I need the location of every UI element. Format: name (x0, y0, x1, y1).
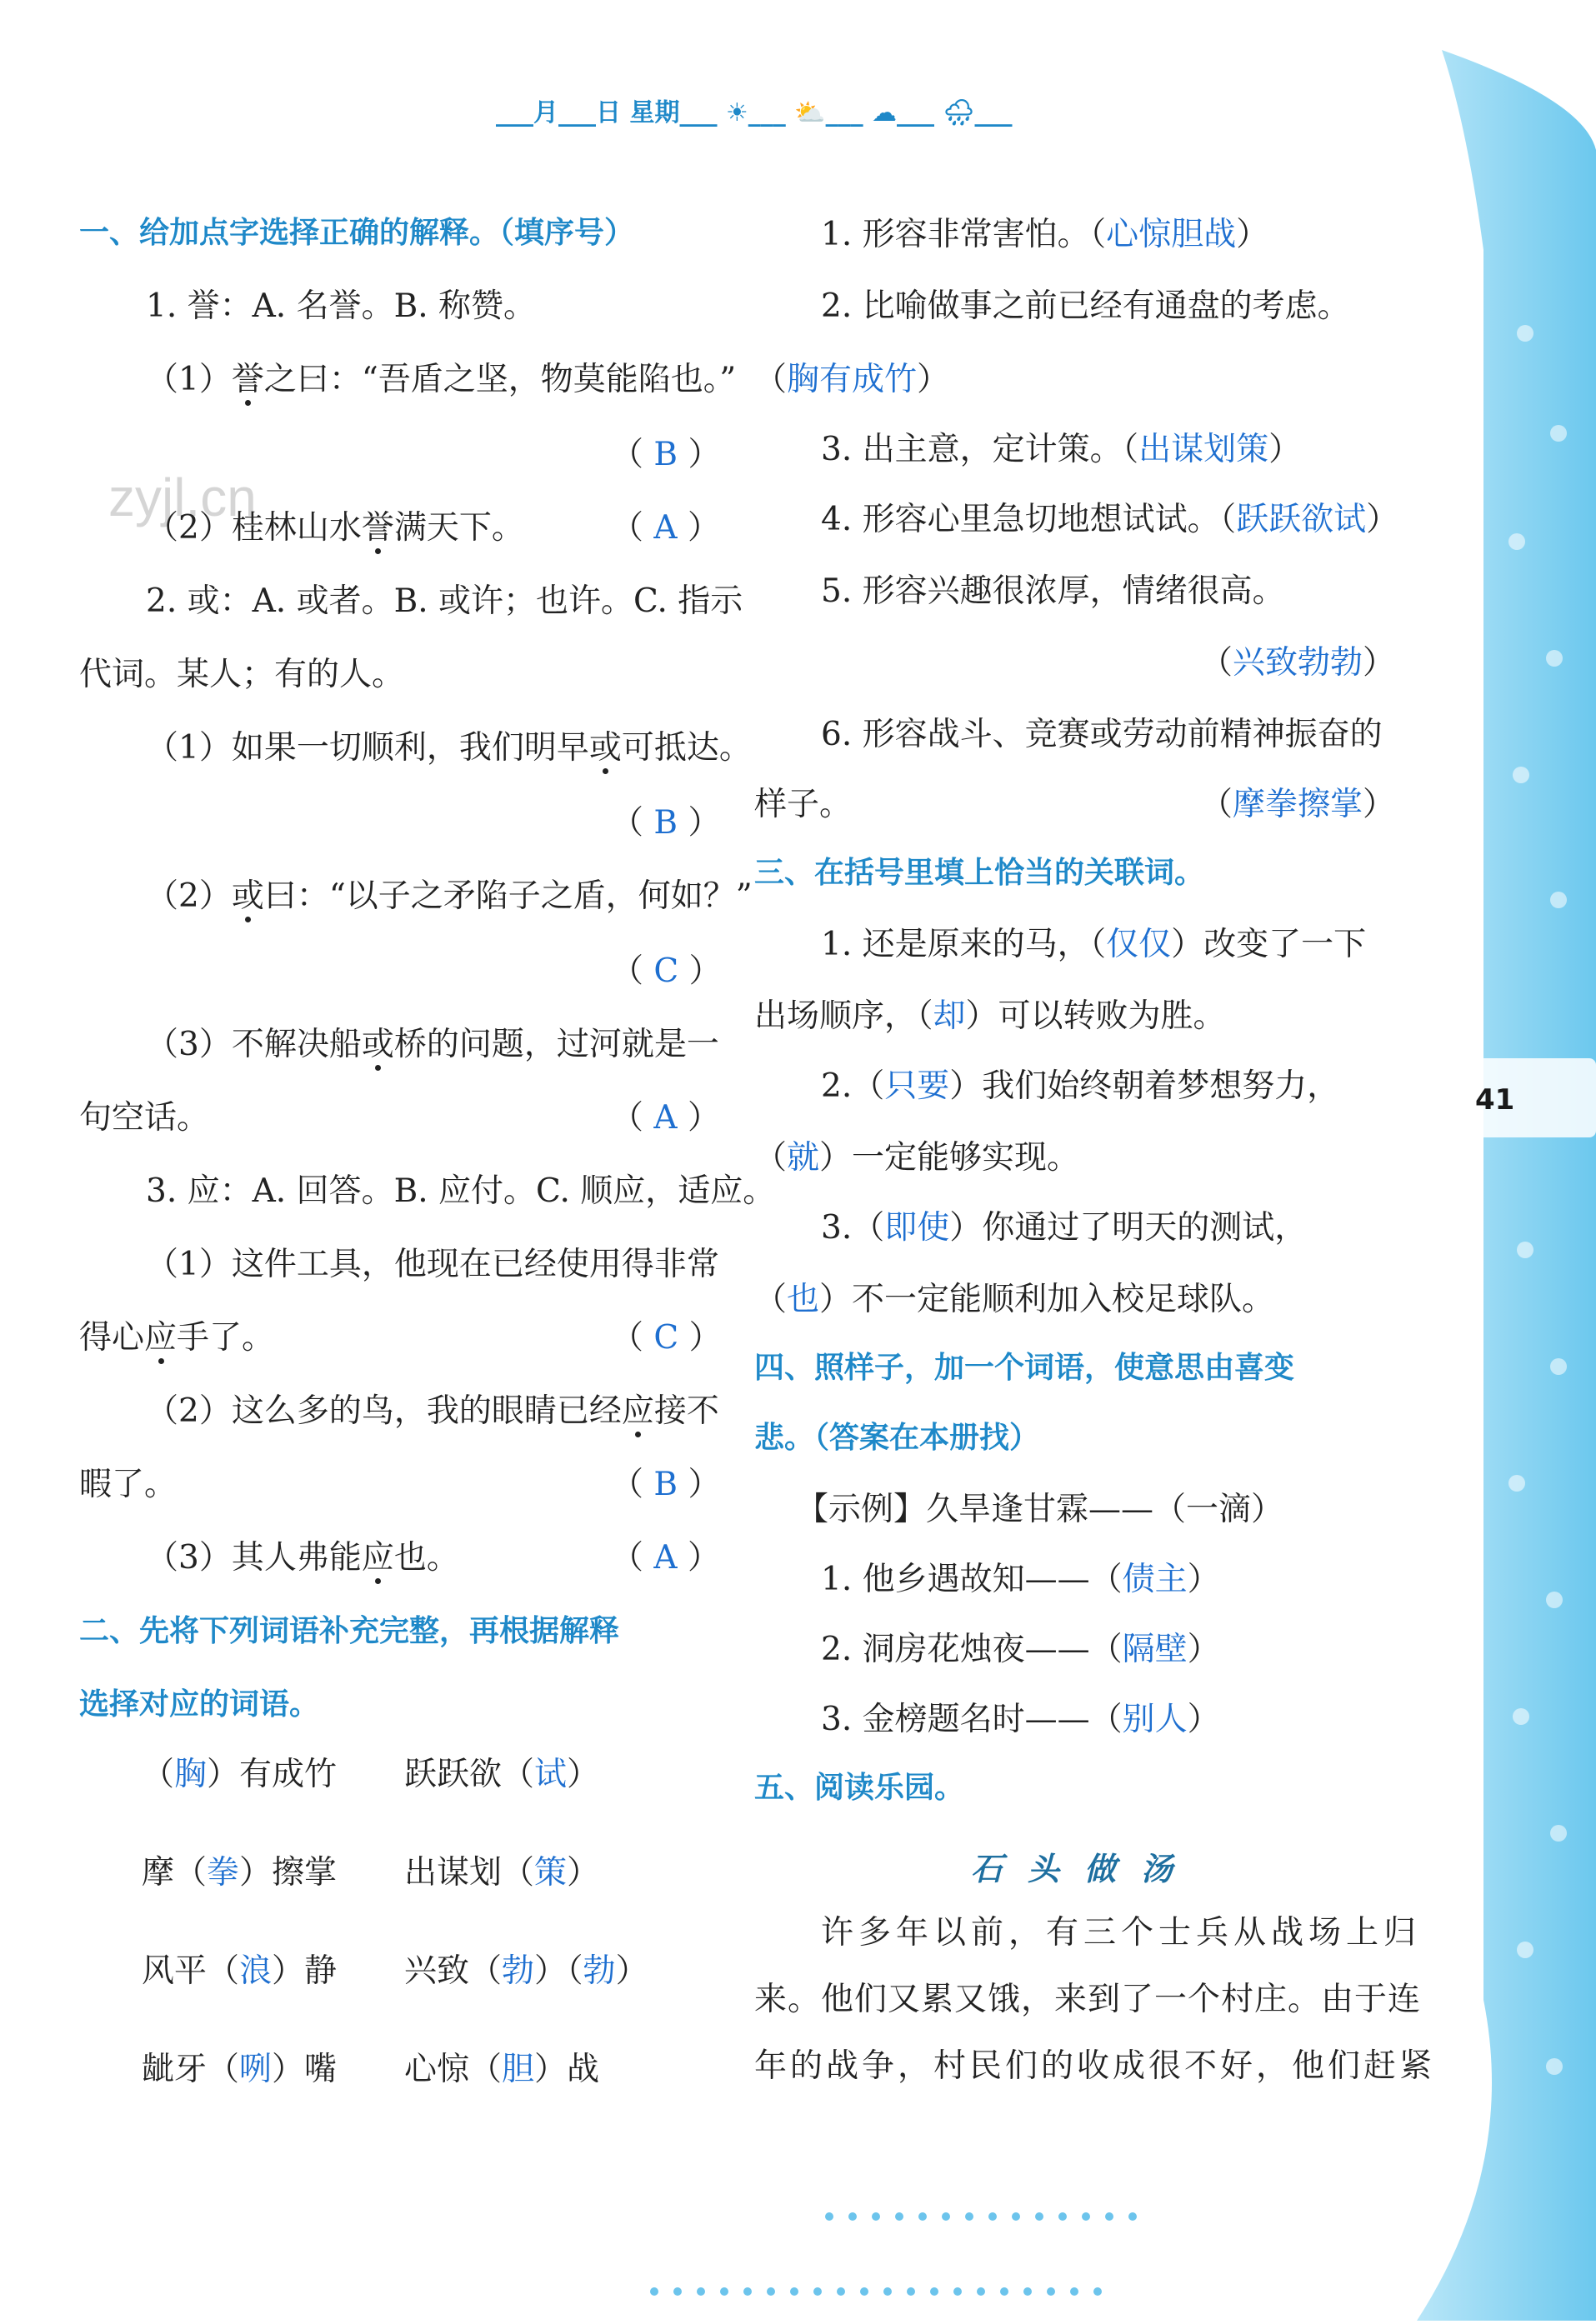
story-line-3: 年的战争，村民们的收成很不好，他们赶紧 (754, 2047, 1436, 2085)
word-fill-4: 出谋划（策） (404, 1854, 600, 1892)
word-fill-8: 心惊（胆）战 (404, 2051, 600, 2088)
q2-item1-answer: （ B ） (611, 804, 721, 842)
date-weather-header: ___月___日 星期___ ☀___ ⛅___ ☁___ 🌧___ (496, 98, 1013, 127)
idiom-item-1: 1. 他乡遇故知——（债主） (821, 1561, 1220, 1598)
definition-6-line2: 样子。 (754, 786, 853, 823)
q3-item3: （3）其人弗能应也。 (146, 1539, 459, 1577)
section-4-title-line1: 四、照样子，加一个词语，使意思由喜变 (754, 1351, 1295, 1385)
watermark: zyjl.cn (108, 467, 257, 527)
definition-6: 6. 形容战斗、竞赛或劳动前精神振奋的 (821, 716, 1383, 753)
section-2-title-line1: 二、先将下列词语补充完整，再根据解释 (79, 1614, 620, 1648)
conj-2-line2: （就）一定能够实现。 (754, 1139, 1080, 1177)
story-title: 石头做汤 (971, 1850, 1198, 1887)
conj-3-line2: （也）不一定能顺利加入校足球队。 (754, 1281, 1275, 1318)
q3-item1-line1: （1）这件工具，他现在已经使用得非常 (146, 1246, 719, 1283)
page-edge-decoration (1417, 0, 1596, 2321)
q2-head-line1: 2. 或：A. 或者。B. 或许；也许。C. 指示 (146, 582, 743, 620)
example-line: 【示例】久旱逢甘霖——（一滴） (796, 1491, 1284, 1528)
q1-item1-answer: （ B ） (611, 436, 721, 473)
q3-item1-line2: 得心应手了。 (79, 1319, 275, 1357)
definition-5-answer: （兴致勃勃） (1200, 644, 1396, 682)
definition-5: 5. 形容兴趣很浓厚，情绪很高。 (821, 572, 1285, 610)
q2-head-line2: 代词。某人；有的人。 (79, 656, 405, 693)
q3-item2-answer: （ B ） (611, 1466, 721, 1503)
conj-3-line1: 3.（即使）你通过了明天的测试， (821, 1209, 1308, 1247)
word-fill-5: 风平（浪）静 (142, 1952, 338, 1990)
q1-head: 1. 誉：A. 名誉。B. 称赞。 (146, 287, 537, 325)
definition-2: 2. 比喻做事之前已经有通盘的考虑。 (821, 287, 1350, 325)
word-fill-3: 摩（拳）擦掌 (142, 1854, 338, 1892)
word-fill-1: （胸）有成竹 (142, 1756, 338, 1793)
q2-item2-answer: （ C ） (611, 952, 722, 990)
definition-1: 1. 形容非常害怕。（心惊胆战） (821, 216, 1269, 253)
q3-item2-line2: 暇了。 (79, 1466, 178, 1503)
q2-item3-answer: （ A ） (611, 1099, 720, 1137)
story-line-1: 许多年以前，有三个士兵从战场上归 (821, 1914, 1422, 1952)
definition-4: 4. 形容心里急切地想试试。（跃跃欲试） (821, 501, 1399, 538)
decorative-dots (825, 2208, 1152, 2224)
q1-item2: （2）桂林山水誉满天下。 (146, 509, 524, 547)
q2-item1: （1）如果一切顺利，我们明早或可抵达。 (146, 729, 752, 767)
q2-item2: （2）或曰：“以子之矛陷子之盾，何如？” (146, 877, 753, 915)
q2-item3: （3）不解决船或桥的问题，过河就是一 (146, 1026, 719, 1063)
section-5-title: 五、阅读乐园。 (754, 1771, 965, 1805)
idiom-item-3: 3. 金榜题名时——（别人） (821, 1701, 1220, 1738)
word-fill-6: 兴致（勃）（勃） (404, 1952, 648, 1990)
definition-3: 3. 出主意，定计策。（出谋划策） (821, 431, 1302, 468)
section-1-title: 一、给加点字选择正确的解释。（填序号） (79, 216, 635, 250)
q2-item3-line2: 句空话。 (79, 1099, 210, 1137)
page-number: 41 (1475, 1083, 1515, 1117)
definition-6-answer: （摩拳擦掌） (1200, 786, 1396, 823)
definition-2-answer: （胸有成竹） (754, 361, 950, 398)
story-line-2: 来。他们又累又饿，来到了一个村庄。由于连 (754, 1981, 1422, 2018)
word-fill-7: 龇牙（咧）嘴 (142, 2051, 338, 2088)
conj-1-line2: 出场顺序，（却）可以转败为胜。 (754, 997, 1226, 1035)
q3-item3-answer: （ A ） (611, 1539, 720, 1577)
q3-item1-answer: （ C ） (611, 1319, 722, 1357)
section-3-title: 三、在括号里填上恰当的关联词。 (754, 856, 1205, 890)
q1-item1: （1）誉之曰：“吾盾之坚，物莫能陷也。” (146, 361, 737, 398)
idiom-item-2: 2. 洞房花烛夜——（隔壁） (821, 1631, 1220, 1668)
section-4-title-line2: 悲。（答案在本册找） (754, 1421, 1040, 1455)
conj-1-line1: 1. 还是原来的马，（仅仅）改变了一下 (821, 926, 1367, 963)
q3-item2: （2）这么多的鸟，我的眼睛已经应接不 (146, 1392, 719, 1430)
decorative-dots-lower (650, 2283, 1117, 2299)
section-2-title-line2: 选择对应的词语。 (79, 1687, 320, 1722)
q1-item2-answer: （ A ） (611, 509, 720, 547)
word-fill-2: 跃跃欲（试） (404, 1756, 600, 1793)
conj-2-line1: 2.（只要）我们始终朝着梦想努力， (821, 1067, 1340, 1105)
q3-head: 3. 应：A. 回答。B. 应付。C. 顺应，适应。 (146, 1172, 776, 1210)
